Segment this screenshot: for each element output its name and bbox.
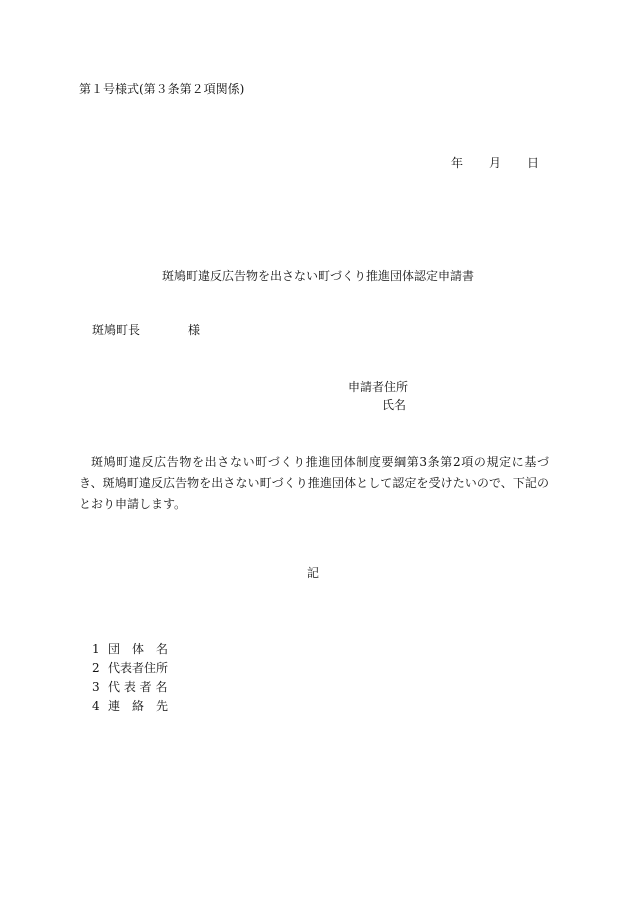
item-number: 1 (92, 642, 100, 656)
item-label: 連 絡 先 (108, 699, 169, 713)
list-item (92, 659, 168, 678)
item-number: 4 (92, 699, 100, 713)
addressee-honorific: 様 (188, 323, 201, 337)
document-title: 斑鳩町違反広告物を出さない町づくり推進団体認定申請書 (162, 269, 475, 283)
ki-heading: 記 (307, 566, 320, 580)
form-number: 第１号様式(第３条第２項関係) (79, 82, 245, 96)
date-month-label: 月 (489, 156, 502, 170)
applicant-address-label: 申請者住所 (348, 380, 409, 394)
item-number: 3 (92, 680, 100, 694)
applicant-name-label: 氏名 (382, 398, 407, 412)
item-label: 代 表 者 名 (108, 680, 168, 694)
list-item (92, 697, 168, 716)
list-item (92, 678, 168, 697)
item-label: 団 体 名 (108, 642, 169, 656)
date-line (451, 155, 539, 171)
addressee (92, 322, 200, 338)
item-number: 2 (92, 661, 100, 675)
item-label: 代表者住所 (108, 661, 169, 675)
item-list (92, 640, 168, 716)
date-year-label: 年 (451, 156, 464, 170)
list-item (92, 640, 168, 659)
date-day-label: 日 (527, 156, 540, 170)
addressee-name: 斑鳩町長 (92, 323, 141, 337)
body-paragraph: 斑鳩町違反広告物を出さない町づくり推進団体制度要綱第3条第2項の規定に基づき、斑鳩町違反広告物を出さない町づくり推進団体として認定を受けたいので、下記のとおり申請します。 (79, 455, 549, 511)
